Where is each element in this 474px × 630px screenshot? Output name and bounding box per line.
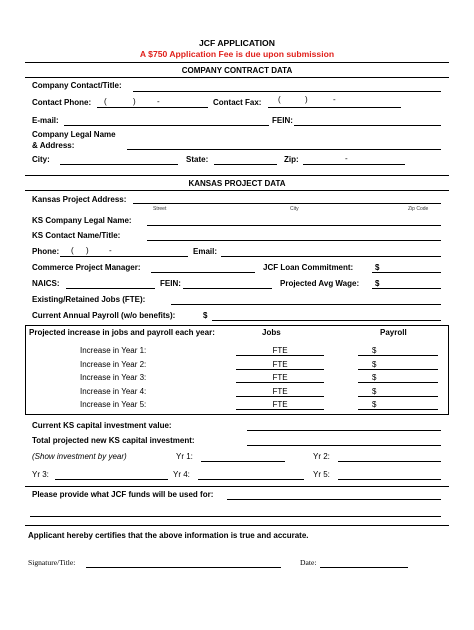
signature-label: Signature/Title: (28, 558, 76, 567)
fte-unit: FTE (272, 346, 288, 355)
existing-jobs-field[interactable] (171, 304, 441, 305)
kansas-section-title: KANSAS PROJECT DATA (188, 179, 286, 188)
jobs-column-header: Jobs (262, 328, 281, 337)
payroll-increase-field[interactable] (358, 396, 438, 397)
payroll-increase-currency: $ (372, 360, 377, 369)
fax-paren-close: ) (305, 95, 308, 104)
kansas-project-address-field[interactable] (133, 203, 441, 204)
fte-unit: FTE (272, 360, 288, 369)
zip-dash: - (345, 154, 348, 163)
email-label: E-mail: (32, 116, 59, 125)
fax-paren-open: ( (278, 95, 281, 104)
total-investment-label: Total projected new KS capital investment: (32, 436, 195, 445)
jobs-increase-field[interactable] (236, 382, 324, 383)
jobs-increase-field[interactable] (236, 355, 324, 356)
signature-field[interactable] (86, 567, 281, 568)
increase-year-label: Increase in Year 2: (80, 360, 147, 369)
avg-wage-field[interactable] (372, 288, 441, 289)
current-payroll-label: Current Annual Payroll (w/o benefits): (32, 311, 176, 320)
hint-street: Street (153, 206, 167, 212)
payroll-currency: $ (203, 311, 208, 320)
payroll-increase-field[interactable] (358, 355, 438, 356)
section-divider (25, 414, 449, 415)
yr3-label: Yr 3: (32, 470, 49, 479)
company-contact-title-label: Company Contact/Title: (32, 81, 122, 90)
funds-use-field-2[interactable] (30, 516, 441, 517)
table-border-right (448, 325, 449, 414)
fein-label: FEIN: (272, 116, 293, 125)
contact-phone-label: Contact Phone: (32, 98, 92, 107)
section-divider (25, 486, 449, 487)
jobs-increase-field[interactable] (236, 369, 324, 370)
yr5-field[interactable] (338, 479, 441, 480)
ks-phone-label: Phone: (32, 247, 60, 256)
yr5-label: Yr 5: (313, 470, 330, 479)
state-field[interactable] (214, 164, 277, 165)
ks-phone-dash: - (109, 246, 112, 255)
legal-name-label: Company Legal Name (32, 130, 116, 139)
company-section-title: COMPANY CONTRACT DATA (181, 66, 293, 75)
certify-statement: Applicant hereby certifies that the above information is true and accurate. (28, 531, 309, 540)
avg-wage-label: Projected Avg Wage: (280, 279, 360, 288)
ks-contact-label: KS Contact Name/Title: (32, 231, 121, 240)
increase-year-label: Increase in Year 4: (80, 387, 147, 396)
current-investment-field[interactable] (247, 430, 441, 431)
legal-name-address-field[interactable] (127, 149, 441, 150)
ks-phone-field[interactable] (60, 256, 188, 257)
increase-year-label: Increase in Year 5: (80, 400, 147, 409)
ks-email-field[interactable] (221, 256, 441, 257)
increase-year-label: Increase in Year 3: (80, 373, 147, 382)
ks-fein-label: FEIN: (160, 279, 181, 288)
date-field[interactable] (320, 567, 408, 568)
section-divider (25, 190, 449, 191)
yr4-field[interactable] (198, 479, 304, 480)
avg-wage-currency: $ (375, 279, 380, 288)
section-border-top (25, 62, 449, 63)
zip-label: Zip: (284, 155, 299, 164)
email-field[interactable] (64, 125, 269, 126)
total-investment-field[interactable] (247, 445, 441, 446)
fte-unit: FTE (272, 373, 288, 382)
state-label: State: (186, 155, 209, 164)
increase-year-label: Increase in Year 1: (80, 346, 147, 355)
legal-address-label: & Address: (32, 141, 75, 150)
zip-field[interactable] (303, 164, 405, 165)
jobs-increase-field[interactable] (236, 409, 324, 410)
company-contact-title-field[interactable] (133, 91, 441, 92)
contact-fax-field[interactable] (268, 107, 401, 108)
fte-unit: FTE (272, 387, 288, 396)
phone-paren-close: ) (133, 97, 136, 106)
payroll-increase-field[interactable] (358, 409, 438, 410)
fte-unit: FTE (272, 400, 288, 409)
yr4-label: Yr 4: (173, 470, 190, 479)
yr2-field[interactable] (338, 461, 441, 462)
ks-email-label: Email: (193, 247, 218, 256)
funds-use-label: Please provide what JCF funds will be used for: (32, 490, 214, 499)
payroll-increase-currency: $ (372, 400, 377, 409)
phone-dash: - (157, 97, 160, 106)
section-divider (25, 325, 449, 326)
yr1-field[interactable] (201, 461, 285, 462)
naics-field[interactable] (66, 288, 155, 289)
project-manager-field[interactable] (151, 272, 255, 273)
payroll-increase-currency: $ (372, 373, 377, 382)
payroll-increase-currency: $ (372, 346, 377, 355)
form-title: JCF APPLICATION (199, 38, 275, 48)
ks-phone-paren-close: ) (86, 246, 89, 255)
existing-jobs-label: Existing/Retained Jobs (FTE): (32, 295, 146, 304)
city-field[interactable] (60, 164, 178, 165)
hint-city: City (290, 206, 299, 212)
ks-fein-field[interactable] (183, 288, 272, 289)
kansas-project-address-label: Kansas Project Address: (32, 195, 127, 204)
section-divider (25, 525, 449, 526)
city-label: City: (32, 155, 50, 164)
loan-currency: $ (375, 263, 380, 272)
section-divider (25, 175, 449, 176)
payroll-increase-field[interactable] (358, 369, 438, 370)
projections-heading: Projected increase in jobs and payroll each year: (29, 328, 215, 337)
jobs-increase-field[interactable] (236, 396, 324, 397)
show-investment-label: (Show investment by year) (32, 452, 127, 461)
ks-contact-field[interactable] (147, 240, 441, 241)
payroll-increase-currency: $ (372, 387, 377, 396)
section-divider (25, 77, 449, 78)
yr1-label: Yr 1: (176, 452, 193, 461)
contact-phone-field[interactable] (97, 107, 208, 108)
table-border-left (25, 325, 26, 414)
yr2-label: Yr 2: (313, 452, 330, 461)
fax-dash: - (333, 95, 336, 104)
loan-commitment-field[interactable] (372, 272, 441, 273)
fein-field[interactable] (294, 125, 441, 126)
funds-use-field-1[interactable] (227, 499, 441, 500)
payroll-increase-field[interactable] (358, 382, 438, 383)
ks-phone-paren-open: ( (71, 246, 74, 255)
project-manager-label: Commerce Project Manager: (32, 263, 141, 272)
contact-fax-label: Contact Fax: (213, 98, 262, 107)
hint-zip: Zip Code (408, 206, 429, 212)
current-payroll-field[interactable] (212, 320, 441, 321)
ks-legal-name-field[interactable] (147, 225, 441, 226)
phone-paren-open: ( (104, 97, 107, 106)
date-label: Date: (300, 558, 317, 567)
yr3-field[interactable] (55, 479, 168, 480)
naics-label: NAICS: (32, 279, 60, 288)
ks-legal-name-label: KS Company Legal Name: (32, 216, 132, 225)
current-investment-label: Current KS capital investment value: (32, 421, 172, 430)
loan-commitment-label: JCF Loan Commitment: (263, 263, 354, 272)
fee-notice: A $750 Application Fee is due upon submission (139, 49, 335, 59)
payroll-column-header: Payroll (380, 328, 407, 337)
